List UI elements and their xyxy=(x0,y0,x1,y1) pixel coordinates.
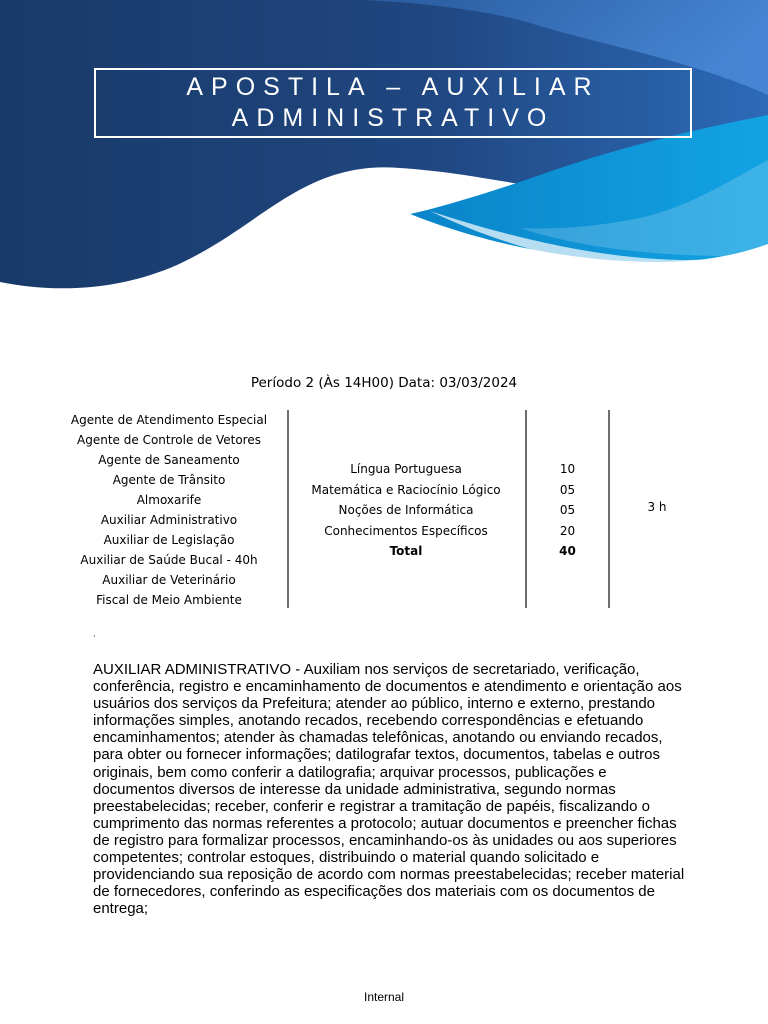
question-count: 20 xyxy=(559,523,576,538)
column-divider xyxy=(525,410,527,608)
subject-name: Noções de Informática xyxy=(338,503,474,517)
position-item: Agente de Controle de Vetores xyxy=(77,433,261,447)
total-label: Total xyxy=(389,544,423,558)
stray-mark: , xyxy=(93,628,96,638)
position-item: Auxiliar de Saúde Bucal - 40h xyxy=(80,553,258,567)
title-box xyxy=(94,68,692,138)
total-value: 40 xyxy=(559,544,576,558)
subject-list xyxy=(300,459,512,562)
position-item: Agente de Trânsito xyxy=(112,473,226,487)
title-line-2: ADMINISTRATIVO xyxy=(231,104,555,132)
position-item: Agente de Atendimento Especial xyxy=(70,413,268,427)
position-item: Auxiliar de Legislação xyxy=(103,533,235,547)
job-description: AUXILIAR ADMINISTRATIVO - Auxiliam nos serviços de secretariado, verificação, conferência, registro e encaminhamento de documentos e atendimento e orientação aos usuários dos serviços da Prefeitura; atender ao público, interno e externo, prestando informações simples, anotando recados, recebendo correspondências e efetuando encaminhamentos; atender às chamadas telefônicas, anotando ou enviando recados, para obter ou fornecer informações; datilografar textos, documentos, tabelas e outros originais, bem como conferir a datilografia; arquivar processos, publicações e documentos diversos de interesse da unidade administrativa, segundo normas preestabelecidas; receber, conferir e registrar a tramitação de papéis, fiscalizando o cumprimento das normas referentes a protocolo; autuar documentos e preencher fichas de registro para formalizar processos, encaminhando-os às unidades ou aos superiores competentes; controlar estoques, distribuindo o material quando solicitado e providenciando sua reposição de acordo com normas preestabelecidas; receber material de fornecedores, conferindo as especificações dos materiais com os documentos de entrega; xyxy=(93,661,685,918)
position-item: Almoxarife xyxy=(136,493,202,507)
exam-table xyxy=(0,410,768,610)
position-item: Auxiliar de Veterinário xyxy=(102,573,236,587)
question-count: 05 xyxy=(559,503,576,517)
column-divider xyxy=(287,410,289,608)
position-item: Auxiliar Administrativo xyxy=(100,513,238,527)
position-item: Fiscal de Meio Ambiente xyxy=(96,593,242,607)
header-wave-background xyxy=(0,0,768,300)
footer-classification-label: Internal xyxy=(363,990,405,1004)
subject-name: Matemática e Raciocínio Lógico xyxy=(311,482,501,497)
title-line-1: APOSTILA – AUXILIAR xyxy=(186,73,600,101)
position-item: Agente de Saneamento xyxy=(98,453,240,467)
question-count-list xyxy=(540,459,595,562)
exam-duration: 3 h xyxy=(647,500,667,514)
exam-period-heading: Período 2 (Às 14H00) Data: 03/03/2024 xyxy=(250,375,518,391)
column-divider xyxy=(608,410,610,608)
question-count: 05 xyxy=(559,482,576,497)
question-count: 10 xyxy=(559,462,576,476)
subject-name: Conhecimentos Específicos xyxy=(324,523,488,538)
subject-name: Língua Portuguesa xyxy=(350,462,462,476)
position-list xyxy=(60,410,278,610)
